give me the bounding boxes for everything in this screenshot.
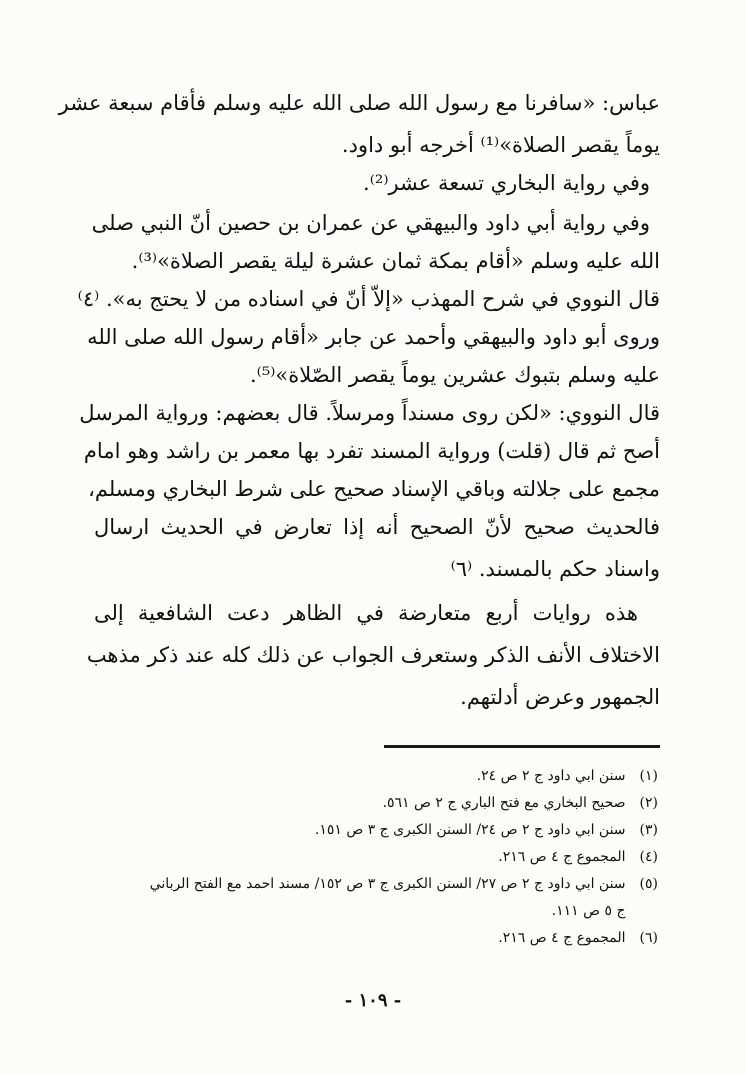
footnote-text: سنن ابي داود ج ٢ ص ٢٤/ السنن الكبرى ج ٣ ص ١٥١. <box>314 822 626 838</box>
footnote <box>90 872 658 896</box>
body-line: عباس: «سافرنا مع رسول الله صلى الله عليه وسلم فأقام سبعة عشر <box>58 91 660 115</box>
footnote-number: (٣) <box>639 822 658 838</box>
body-line: واسناد حكم بالمسند. ⁽٦⁾ <box>450 557 660 581</box>
footnote-number: (١) <box>639 768 658 784</box>
body-line: هذه روايات أربع متعارضة في الظاهر دعت الشافعية إلى <box>94 601 638 625</box>
body-line: وفي رواية البخاري تسعة عشر⁽²⁾. <box>363 171 650 195</box>
footnote <box>90 845 658 869</box>
footnote <box>90 791 658 815</box>
body-line: يوماً يقصر الصلاة»⁽¹⁾ أخرجه أبو داود. <box>341 133 660 157</box>
body-line: مجمع على جلالته وباقي الإسناد صحيح على شرط البخاري ومسلم، <box>88 477 660 501</box>
footnote-divider <box>384 745 660 748</box>
body-line: وفي رواية أبي داود والبيهقي عن عمران بن حصين أنّ النبي صلى <box>91 211 650 235</box>
footnote-text: المجموع ج ٤ ص ٢١٦. <box>498 930 626 946</box>
page-number: - ١٠٩ - <box>344 990 402 1011</box>
footnote-text: ج ٥ ص ١١١. <box>551 903 626 919</box>
body-line: عليه وسلم بتبوك عشرين يوماً يقصر الصّلاة»⁽⁵⁾. <box>249 363 660 387</box>
footnote-text: سنن ابي داود ج ٢ ص ٢٤. <box>476 768 626 784</box>
footnote-text: صحيح البخاري مع فتح الباري ج ٢ ص ٥٦١. <box>382 795 626 811</box>
footnote <box>90 926 658 950</box>
body-line: الله عليه وسلم «أقام بمكة ثمان عشرة ليلة يقصر الصلاة»⁽³⁾. <box>131 249 660 273</box>
footnote-number: (٢) <box>639 795 658 811</box>
body-line: قال النووي في شرح المهذب «إلاّ أنّ في اسناده من لا يحتج به». ⁽٤⁾ <box>77 287 660 311</box>
body-line: أصح ثم قال (قلت) ورواية المسند تفرد بها معمر بن راشد وهو امام <box>83 439 660 463</box>
body-line: قال النووي: «لكن روى مسنداً ومرسلاً. قال بعضهم: ورواية المرسل <box>79 401 660 425</box>
footnote-text: سنن ابي داود ج ٢ ص ٢٧/ السنن الكبرى ج ٣ ص ١٥٢/ مسند احمد مع الفتح الرباني <box>149 876 626 892</box>
footnote-number: (٦) <box>639 930 658 946</box>
footnote <box>90 899 658 923</box>
footnote <box>90 818 658 842</box>
body-line: الاختلاف الأنف الذكر وستعرف الجواب عن ذلك كله عند ذكر مذهب <box>86 643 660 667</box>
footnote-number: (٤) <box>639 849 658 865</box>
footnote <box>90 764 658 788</box>
body-line: وروى أبو داود والبيهقي وأحمد عن جابر «أقام رسول الله صلى الله <box>87 325 660 349</box>
body-line: الجمهور وعرض أدلتهم. <box>460 685 660 709</box>
footnote-text: المجموع ج ٤ ص ٢١٦. <box>498 849 626 865</box>
footnote-number: (٥) <box>639 876 658 892</box>
body-line: فالحديث صحيح لأنّ الصحيح أنه إذا تعارض في الحديث ارسال <box>94 515 660 539</box>
